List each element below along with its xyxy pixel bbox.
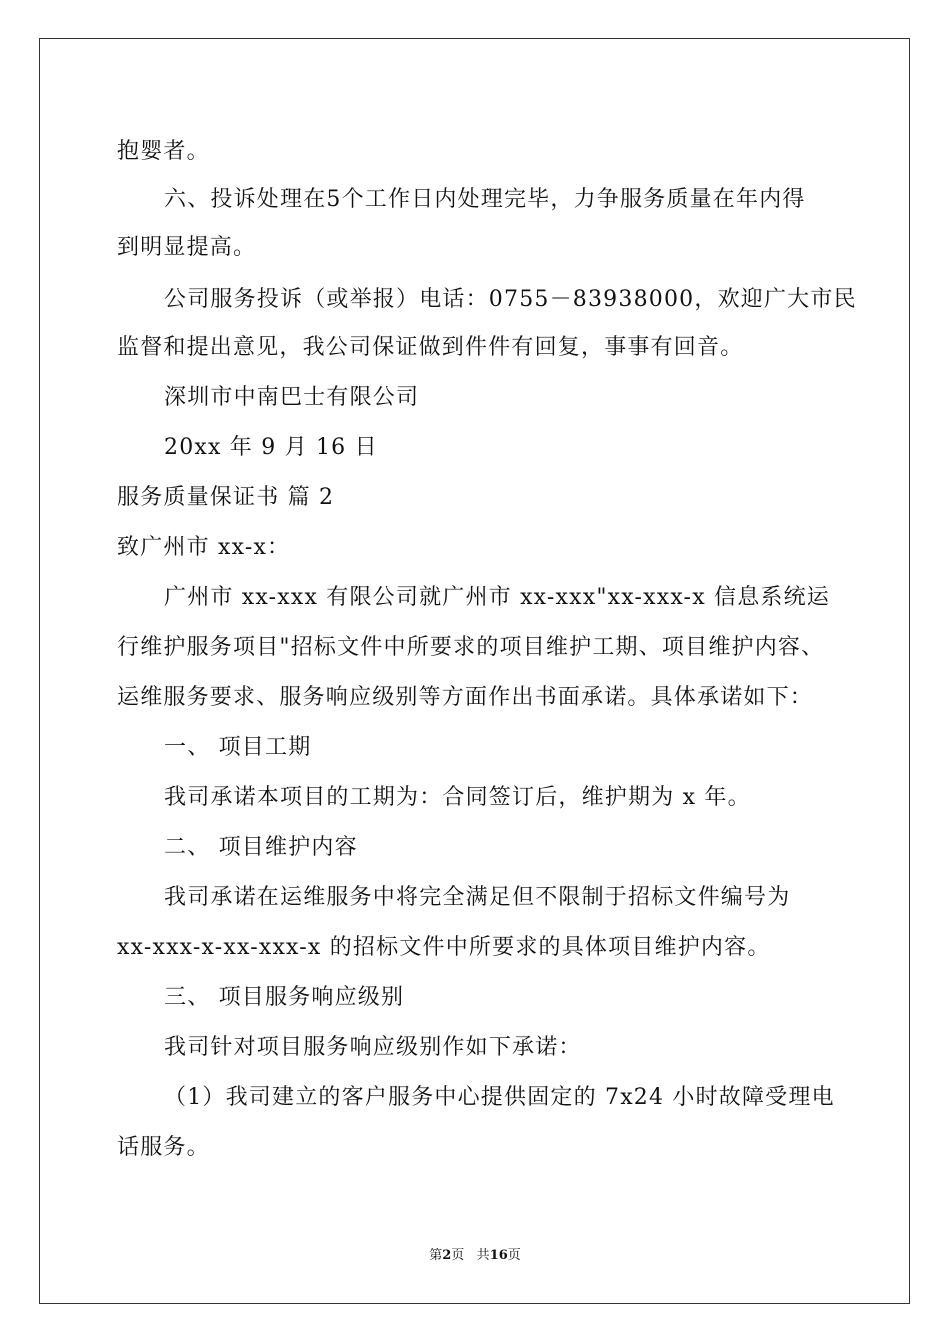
subheading: 一、 项目工期 — [164, 735, 312, 760]
total-prefix: 共 — [476, 1248, 490, 1263]
paragraph-line: （1）我司建立的客户服务中心提供固定的 7x24 小时故障受理电 — [164, 1085, 835, 1110]
subheading: 二、 项目维护内容 — [164, 835, 358, 860]
salutation: 致广州市 xx-x： — [117, 535, 291, 560]
paragraph-line: 我司承诺在运维服务中将完全满足但不限制于招标文件编号为 — [164, 885, 791, 910]
page-footer — [0, 1247, 950, 1265]
section-heading: 服务质量保证书 篇 2 — [117, 485, 335, 510]
total-pages: 16 — [489, 1248, 508, 1263]
total-suffix: 页 — [507, 1248, 521, 1263]
paragraph-line: xx-xxx-x-xx-xxx-x 的招标文件中所要求的具体项目维护内容。 — [117, 935, 771, 960]
date-line: 20xx 年 9 月 16 日 — [164, 435, 378, 460]
paragraph-line: 公司服务投诉（或举报）电话：0755－83938000，欢迎广大市民 — [164, 287, 857, 312]
paragraph-line: 运维服务要求、服务响应级别等方面作出书面承诺。具体承诺如下： — [117, 685, 814, 710]
subheading: 三、 项目服务响应级别 — [164, 985, 405, 1010]
company-name: 深圳市中南巴士有限公司 — [164, 385, 420, 410]
paragraph-line: 六、投诉处理在5个工作日内处理完毕，力争服务质量在年内得 — [164, 187, 806, 212]
page-number: 2 — [442, 1248, 452, 1263]
paragraph-line: 我司承诺本项目的工期为：合同签订后，维护期为 x 年。 — [164, 785, 751, 810]
page-suffix: 页 — [451, 1248, 465, 1263]
paragraph-line: 我司针对项目服务响应级别作如下承诺： — [164, 1035, 582, 1060]
paragraph-line: 抱婴者。 — [117, 139, 210, 164]
paragraph-line: 到明显提高。 — [117, 235, 257, 260]
paragraph-line: 广州市 xx-xxx 有限公司就广州市 xx-xxx"xx-xxx-x 信息系统运 — [164, 585, 830, 610]
paragraph-line: 话服务。 — [117, 1135, 210, 1160]
paragraph-line: 监督和提出意见，我公司保证做到件件有回复，事事有回音。 — [117, 335, 744, 360]
page-border — [39, 38, 910, 1304]
paragraph-line: 行维护服务项目"招标文件中所要求的项目维护工期、项目维护内容、 — [117, 635, 825, 660]
page-prefix: 第 — [429, 1248, 443, 1263]
